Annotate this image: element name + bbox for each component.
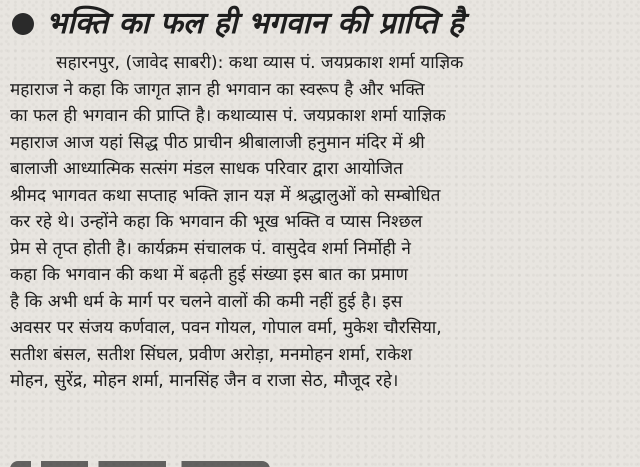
article-line: बालाजी आध्यात्मिक सत्संग मंडल साधक परिवार द्वारा आयोजित [10, 159, 403, 179]
article-line: कर रहे थे। उन्होंने कहा कि भगवान की भूख भक्ति व प्यास निश्छल [10, 212, 423, 232]
article-line: मोहन, सुरेंद्र, मोहन शर्मा, मानसिंह जैन व राजा सेठ, मौजूद रहे। [10, 371, 399, 391]
article-line: सतीश बंसल, सतीश सिंघल, प्रवीण अरोड़ा, मनमोहन शर्मा, राकेश [10, 344, 413, 365]
article-line: महाराज आज यहां सिद्ध पीठ प्राचीन श्रीबालाजी हनुमान मंदिर में श्री [10, 132, 425, 153]
bullet-icon [12, 13, 34, 35]
article-line: अवसर पर संजय कर्णवाल, पवन गोयल, गोपाल वर्मा, मुकेश चौरसिया, [10, 318, 442, 338]
next-headline-cutoff [10, 452, 310, 467]
article-body [10, 50, 634, 395]
article-line: सहारनपुर, (जावेद साबरी): कथा व्यास पं. जयप्रकाश शर्मा याज्ञिक [56, 53, 464, 73]
headline: भक्ति का फल ही भगवान की प्राप्ति है [46, 6, 464, 41]
article-line: महाराज ने कहा कि जागृत ज्ञान ही भगवान का स्वरूप है और भक्ति [10, 79, 425, 100]
article-line: का फल ही भगवान की प्राप्ति है। कथाव्यास पं. जयप्रकाश शर्मा याज्ञिक [10, 106, 446, 126]
article-line: प्रेम से तृप्त होती है। कार्यक्रम संचालक पं. वासुदेव शर्मा निर्मोही ने [10, 238, 411, 259]
article-line: कहा कि भगवान की कथा में बढ़ती हुई संख्या इस बात का प्रमाण [10, 265, 408, 285]
headline-row [12, 4, 464, 44]
article-line: है कि अभी धर्म के मार्ग पर चलने वालों की कमी नहीं हुई है। इस [10, 291, 403, 312]
article-line: श्रीमद भागवत कथा सप्ताह भक्ति ज्ञान यज्ञ में श्रद्धालुओं को सम्बोधित [10, 185, 441, 206]
